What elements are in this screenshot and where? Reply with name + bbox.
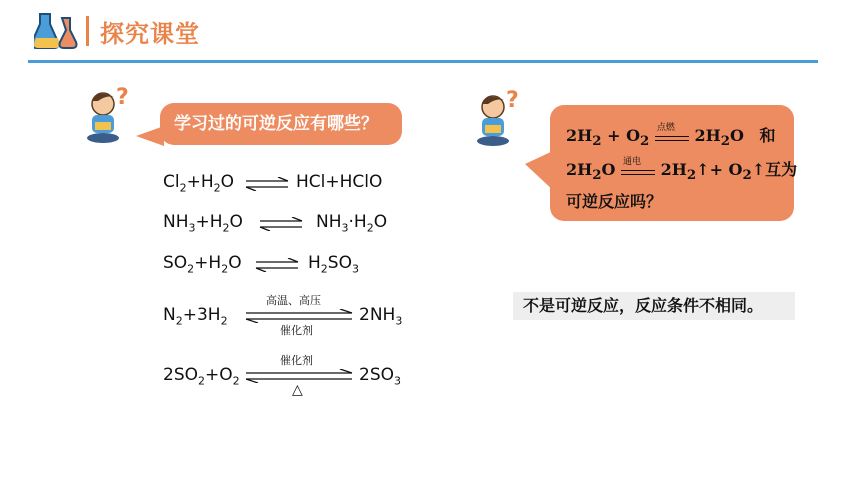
equation-2-products: $NH_3\cdot H_2O$ — [316, 212, 388, 235]
answer-box: 不是可逆反应，反应条件不相同。 — [513, 292, 795, 320]
reaction-line-1: $2H_2 + O_2$ 点燃 $2H_2O$ 和 — [566, 123, 776, 149]
equation-4: $N_2+3H_2$ — [163, 305, 228, 328]
equation-4-products: $2NH_3$ — [359, 305, 403, 328]
reaction-condition-top: 催化剂 — [280, 354, 313, 367]
thinking-kid-icon — [476, 87, 524, 149]
thinking-kid-icon — [86, 84, 134, 146]
equation-5-products: $2SO_3$ — [359, 365, 401, 388]
svg-text:?: ? — [116, 85, 129, 110]
reversible-arrow-icon — [254, 257, 300, 276]
and-word: 和 — [759, 126, 776, 145]
equation-5: $2SO_2+O_2$ — [163, 365, 240, 388]
equation-3-products: $H_2SO_3$ — [308, 253, 359, 276]
equation-1-products: HCl+HClO — [296, 172, 383, 192]
equation-3: $SO_2+H_2O$ — [163, 253, 242, 276]
equation-1: $Cl_2+H_2O$ — [163, 172, 235, 195]
question-bubble: 学习过的可逆反应有哪些？ — [160, 103, 402, 145]
reversible-arrow-icon — [244, 176, 290, 195]
electrolysis-condition: 通电 — [623, 157, 642, 167]
reaction-line-3: 可逆反应吗？ — [566, 192, 663, 211]
question-bubble-reactions — [550, 105, 798, 221]
reaction-line-2: $2H_2O$ 通电 $2H_2↑+$ $O_2↑$互为 — [566, 157, 797, 183]
equation-2: $NH_3+H_2O$ — [163, 212, 243, 235]
ignition-condition: 点燃 — [656, 123, 675, 133]
svg-text:?: ? — [506, 88, 519, 113]
reaction-condition-bottom: 催化剂 — [280, 324, 313, 337]
title-divider — [86, 16, 89, 46]
page-title: 探究课堂 — [100, 20, 200, 48]
reaction-condition-bottom: △ — [292, 382, 303, 398]
header-rule — [28, 60, 818, 63]
flask-logo-icon — [34, 12, 80, 50]
reversible-arrow-icon — [258, 216, 304, 235]
reaction-condition-top: 高温、高压 — [266, 294, 321, 307]
